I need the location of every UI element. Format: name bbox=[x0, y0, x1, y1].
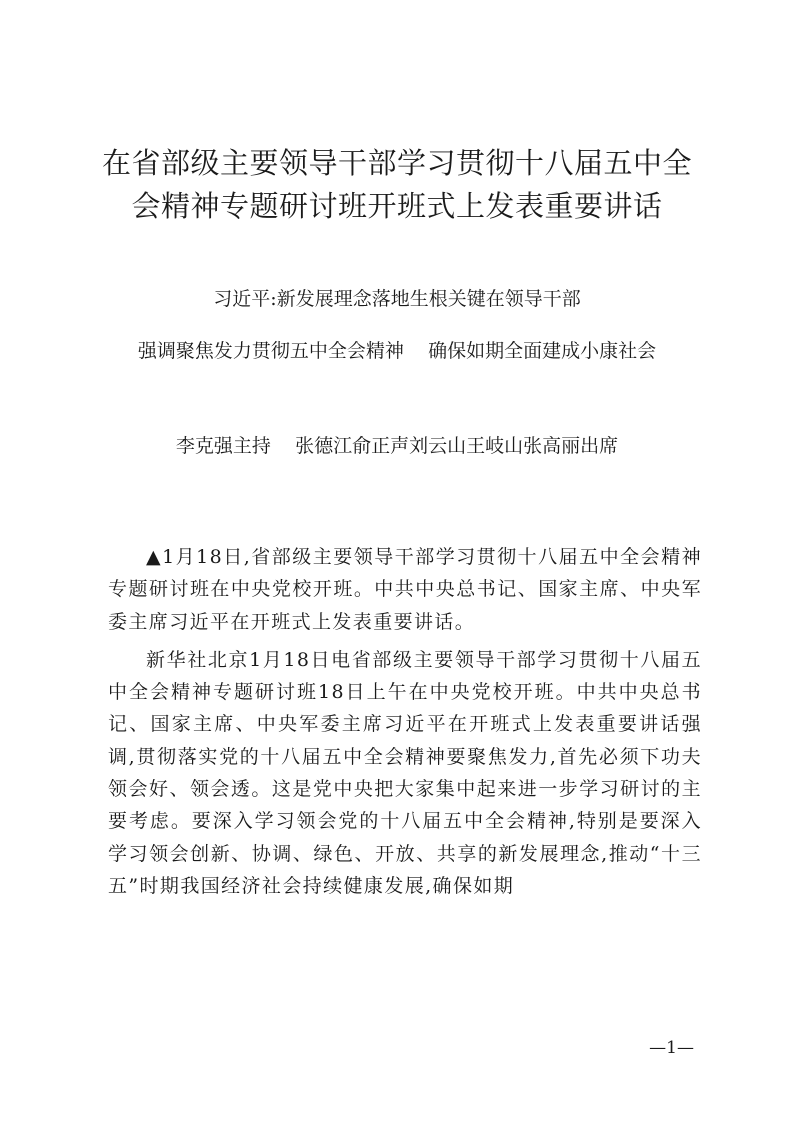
article-body bbox=[108, 541, 702, 902]
paragraph-main: 新华社北京1月18日电省部级主要领导干部学习贯彻十八届五中全会精神专题研讨班18日上午在中央党校开班。中共中央总书记、国家主席、中央军委主席习近平在开班式上发表重要讲话强调,贯彻落实党的十八届五中全会精神要聚焦发力,首先必须下功夫领会好、领会透。这是党中央把大家集中起来进一步学习研讨的主要考虑。要深入学习领会党的十八届五中全会精神,特别是要深入学习领会创新、协调、绿色、开放、共享的新发展理念,推动“十三五”时期我国经济社会持续健康发展,确保如期 bbox=[108, 648, 702, 897]
subtitle-attendees: 李克强主持 张德江俞正声刘云山王岐山张高丽出席 bbox=[175, 435, 619, 457]
title-line-1: 在省部级主要领导干部学习贯彻十八届五中全 bbox=[101, 146, 692, 180]
page-number: —1— bbox=[649, 1038, 694, 1058]
paragraph-caption: ▲1月18日,省部级主要领导干部学习贯彻十八届五中全会精神专题研讨班在中央党校开班。中共中央总书记、国家主席、中央军委主席习近平在开班式上发表重要讲话。 bbox=[108, 546, 702, 633]
title-line-2: 会精神专题研讨班开班式上发表重要讲话 bbox=[131, 189, 663, 223]
document-title bbox=[100, 142, 694, 228]
subtitle-emphasis: 强调聚焦发力贯彻五中全会精神 确保如期全面建成小康社会 bbox=[137, 340, 657, 362]
subtitle-headline: 习近平:新发展理念落地生根关键在领导干部 bbox=[213, 288, 581, 310]
